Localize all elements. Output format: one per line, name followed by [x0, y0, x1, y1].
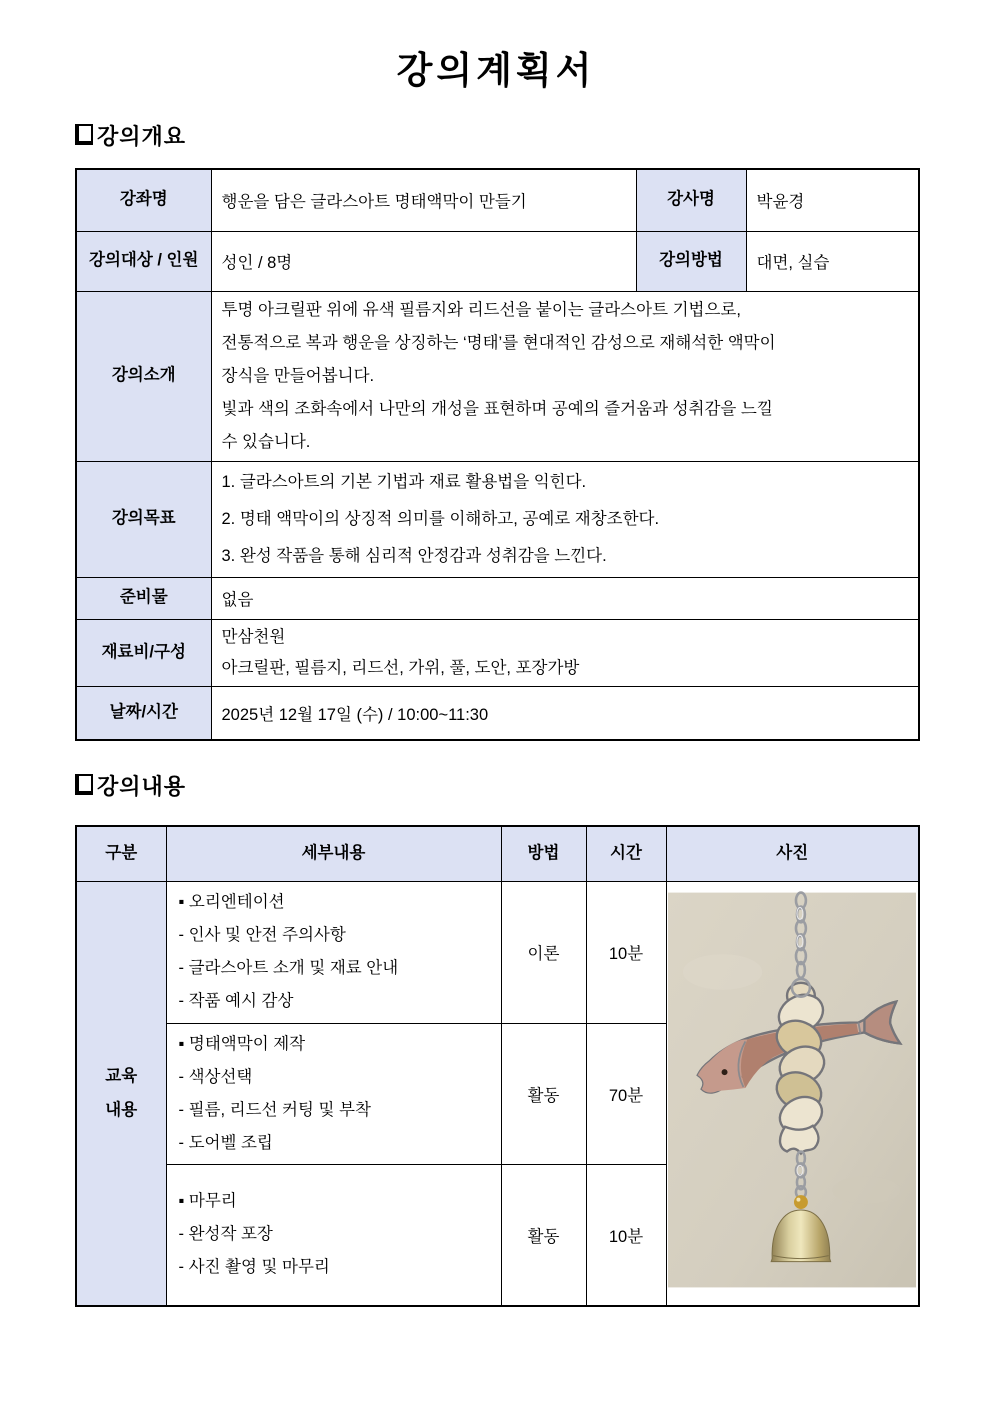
goal-line: 3. 완성 작품을 통해 심리적 안정감과 성취감을 느낀다.	[221, 546, 607, 565]
details-cell	[166, 1164, 501, 1306]
intro-label: 강의소개	[76, 291, 211, 461]
method-label: 강의방법	[636, 231, 746, 291]
course-name-label: 강좌명	[76, 169, 211, 231]
wall-texture	[833, 1176, 900, 1204]
content-table	[75, 825, 920, 1307]
table-row	[76, 619, 919, 686]
page-title: 강의계획서	[396, 50, 596, 91]
time-cell: 10분	[586, 1164, 666, 1306]
intro-line: 전통적으로 복과 행운을 상징하는 ‘명태’를 현대적인 감성으로 재해석한 액막이	[221, 333, 776, 352]
detail-line: ▪ 마무리	[178, 1192, 237, 1211]
detail-line: - 색상선택	[178, 1067, 253, 1086]
goal-line: 2. 명태 액막이의 상징적 의미를 이해하고, 공예로 재창조한다.	[221, 509, 660, 528]
bell-bead	[794, 1195, 808, 1209]
target-value: 성인 / 8명	[211, 231, 636, 291]
table-row	[76, 231, 919, 291]
col-method: 방법	[501, 826, 586, 881]
details-cell	[166, 881, 501, 1023]
detail-line: - 완성작 포장	[178, 1225, 273, 1244]
details-cell	[166, 1023, 501, 1164]
group-label-line: 교육	[105, 1067, 138, 1086]
col-photo: 사진	[666, 826, 919, 881]
overview-table	[75, 168, 920, 741]
table-row	[76, 169, 919, 231]
detail-line: - 인사 및 안전 주의사항	[178, 926, 346, 944]
group-label-line: 내용	[105, 1101, 138, 1120]
intro-line: 투명 아크릴판 위에 유색 필름지와 리드선을 붙이는 글라스아트 기법으로,	[221, 300, 741, 319]
course-name-value: 행운을 담은 글라스아트 명태액막이 만들기	[211, 169, 636, 231]
time-cell: 10분	[586, 881, 666, 1023]
col-category: 구분	[76, 826, 166, 881]
detail-line: ▪ 명태액막이 제작	[178, 1034, 306, 1053]
materials-line: 만삼천원	[221, 627, 286, 646]
section-content-label: 강의내용	[97, 774, 187, 799]
materials-label: 재료비/구성	[76, 619, 211, 686]
craft-photo	[668, 891, 916, 1291]
fish-eye	[722, 1069, 728, 1075]
method-cell: 활동	[501, 1023, 586, 1164]
detail-line: ▪ 오리엔테이션	[178, 893, 285, 911]
datetime-value: 2025년 12월 17일 (수) / 10:00~11:30	[211, 686, 919, 740]
square-bullet-icon	[75, 774, 93, 795]
intro-line: 빛과 색의 조화속에서 나만의 개성을 표현하며 공예의 즐거움과 성취감을 느낄	[221, 399, 773, 418]
intro-line: 장식을 만들어봅니다.	[221, 366, 375, 385]
rope-tail-fin	[780, 1125, 818, 1153]
detail-line: - 글라스아트 소개 및 재료 안내	[178, 959, 399, 977]
detail-line: - 사진 촬영 및 마무리	[178, 1258, 330, 1277]
datetime-label: 날짜/시간	[76, 686, 211, 740]
section-overview-heading	[75, 120, 186, 151]
table-row	[76, 461, 919, 577]
bead-highlight	[797, 1197, 801, 1201]
group-category-cell	[76, 881, 166, 1306]
goals-value	[211, 461, 919, 577]
table-row	[76, 291, 919, 461]
supplies-label: 준비물	[76, 577, 211, 619]
materials-line: 아크릴판, 필름지, 리드선, 가위, 풀, 도안, 포장가방	[221, 658, 580, 677]
instructor-label: 강사명	[636, 169, 746, 231]
section-content-heading	[75, 770, 186, 801]
hanging-chain-top	[796, 892, 806, 977]
table-row	[76, 881, 919, 1023]
materials-value	[211, 619, 919, 686]
goals-label: 강의목표	[76, 461, 211, 577]
detail-line: - 필름, 리드선 커팅 및 부착	[178, 1100, 371, 1119]
section-overview-label: 강의개요	[97, 124, 187, 149]
method-value: 대면, 실습	[746, 231, 919, 291]
square-bullet-icon	[75, 124, 93, 145]
time-cell: 70분	[586, 1023, 666, 1164]
detail-line: - 도어벨 조립	[178, 1133, 273, 1152]
instructor-value: 박윤경	[746, 169, 919, 231]
wall-texture	[683, 954, 762, 990]
col-details: 세부내용	[166, 826, 501, 881]
detail-line: - 작품 예시 감상	[178, 992, 294, 1010]
table-row	[76, 686, 919, 740]
photo-cell	[666, 881, 919, 1306]
intro-value	[211, 291, 919, 461]
table-header-row	[76, 826, 919, 881]
supplies-value: 없음	[211, 577, 919, 619]
col-time: 시간	[586, 826, 666, 881]
method-cell: 활동	[501, 1164, 586, 1306]
table-row	[76, 577, 919, 619]
target-label: 강의대상 / 인원	[76, 231, 211, 291]
method-cell: 이론	[501, 881, 586, 1023]
goal-line: 1. 글라스아트의 기본 기법과 재료 활용법을 익힌다.	[221, 472, 587, 491]
intro-line: 수 있습니다.	[221, 432, 311, 451]
